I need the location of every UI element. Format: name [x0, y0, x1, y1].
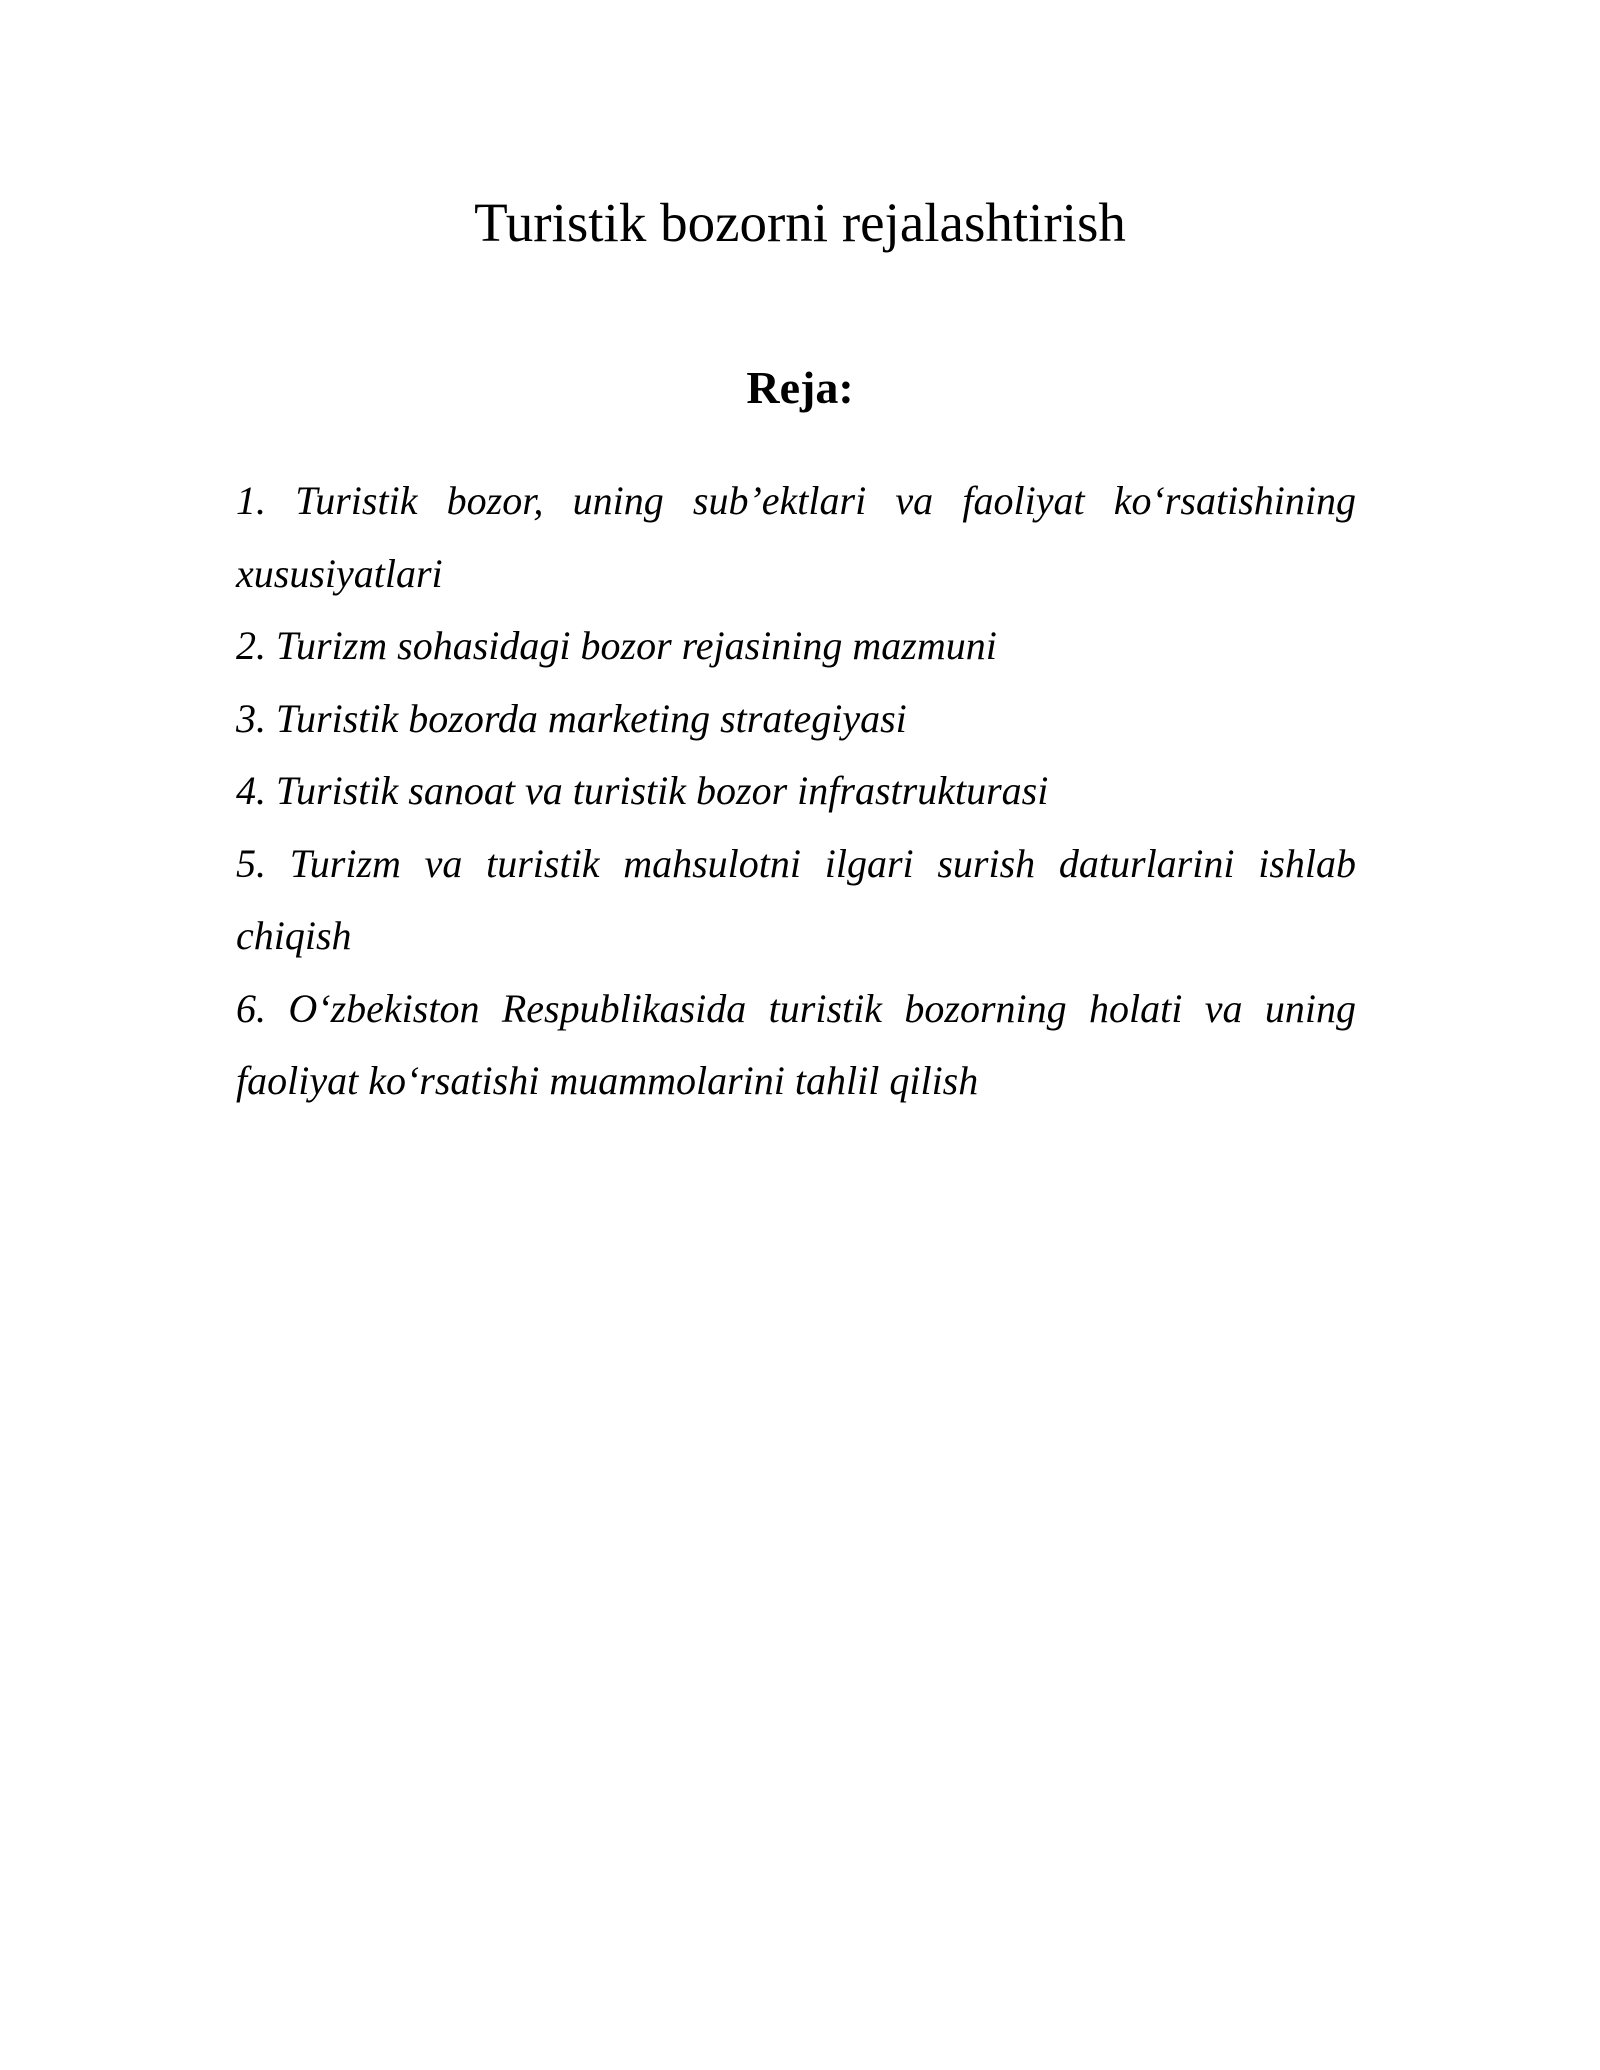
plan-item: 1. Turistik bozor, uning sub’ektlari va faoliyat ko‘rsatishining xususiyatlari [236, 478, 1356, 596]
plan-item: 6. O‘zbekiston Respublikasida turistik bozorning holati va uning faoliyat ko‘rsatishi muammolarini tahlil qilish [236, 985, 1356, 1103]
plan-item: 5. Turizm va turistik mahsulotni ilgari surish daturlarini ishlab chiqish [236, 840, 1356, 958]
plan-item: 4. Turistik sanoat va turistik bozor infrastrukturasi [236, 768, 1049, 813]
plan-list [236, 465, 1356, 1118]
document-title: Turistik bozorni rejalashtirish [474, 192, 1126, 253]
plan-heading: Reja: [746, 362, 854, 413]
plan-item: 2. Turizm sohasidagi bozor rejasining mazmuni [236, 623, 997, 668]
plan-item: 3. Turistik bozorda marketing strategiyasi [236, 695, 907, 741]
